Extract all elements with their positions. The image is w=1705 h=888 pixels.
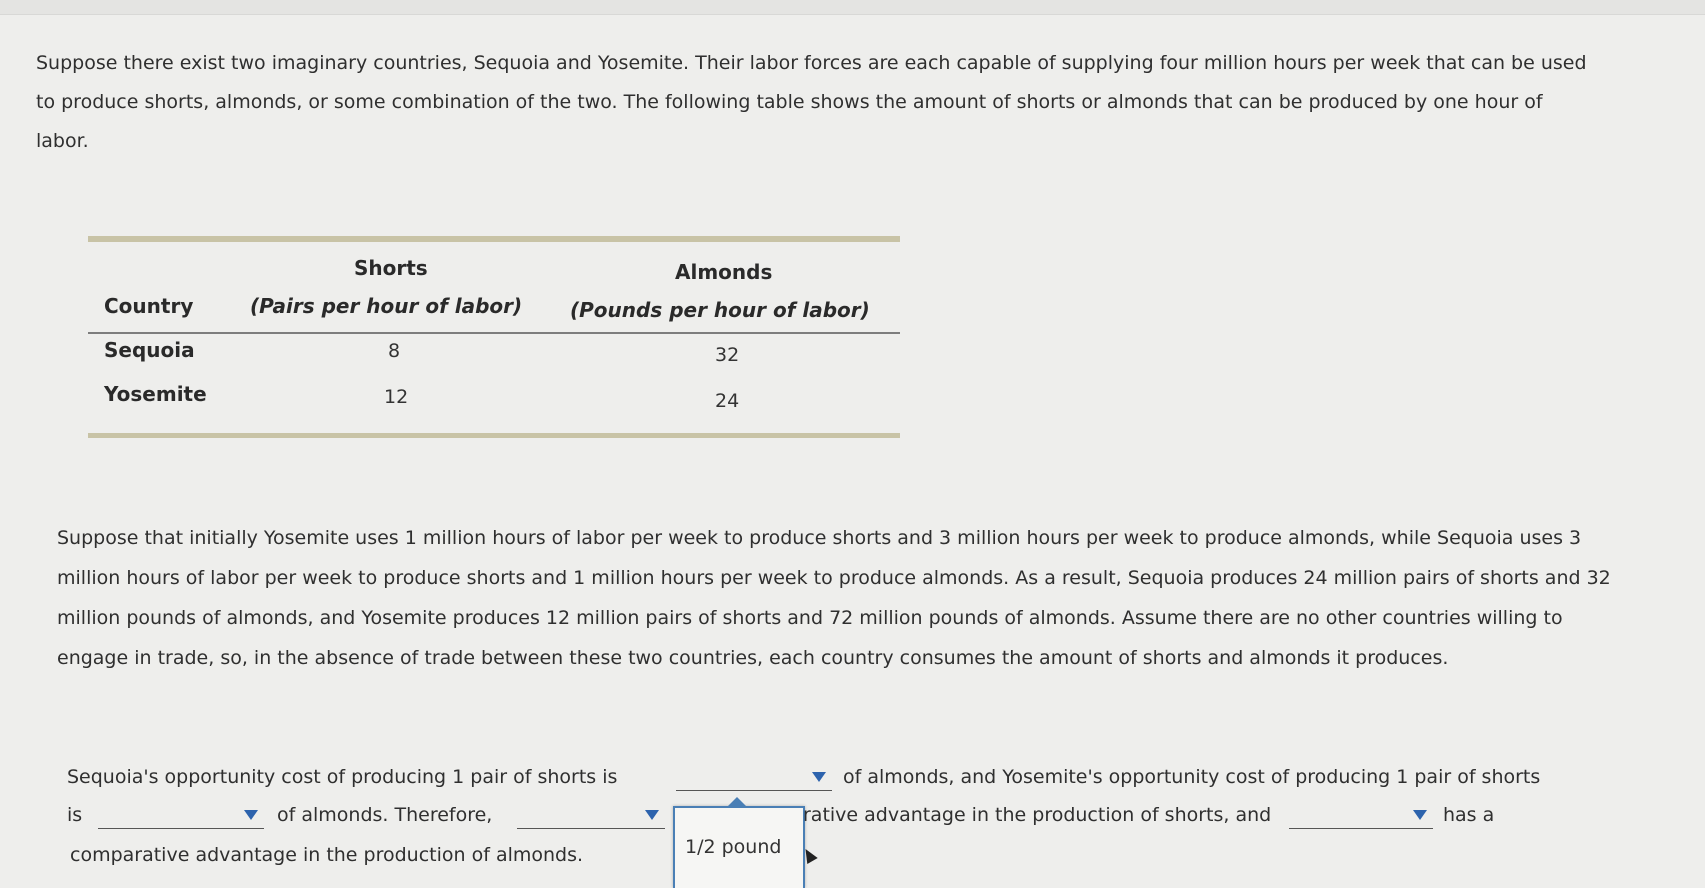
chevron-down-icon: [244, 810, 258, 820]
popup-caret-icon: [727, 797, 747, 807]
question-text-1: Sequoia's opportunity cost of producing 1 pair of shorts is: [67, 766, 618, 788]
cell-sequoia-almonds: 32: [715, 344, 740, 366]
cell-yosemite-almonds: 24: [715, 390, 740, 412]
cell-yosemite-shorts: 12: [384, 386, 409, 408]
scenario-paragraph: Suppose that initially Yosemite uses 1 million hours of labor per week to produce shorts and 3 million hours per week to produce almonds, while Sequoia uses 3 million hours of labor per week to produce shorts and 1 million hours per week to produce almonds. As a result, Sequoia produces 24 million pairs of shorts and 32 million pounds of almonds, and Yosemite produces 12 million pairs of shorts and 72 million pounds of almonds. Assume there are no other countries willing to engage in trade, so, in the absence of trade between these two countries, each country consumes the amount of shorts and almonds it produces.: [57, 527, 1611, 669]
row-label-sequoia: Sequoia: [104, 338, 195, 362]
dropdown-almonds-advantage-country[interactable]: [1289, 802, 1433, 829]
dropdown-sequoia-opportunity-cost[interactable]: [676, 764, 832, 791]
header-almonds: Almonds: [675, 260, 773, 284]
intro-paragraph: Suppose there exist two imaginary countries, Sequoia and Yosemite. Their labor forces are each capable of supplying four million hours per week that can be used to produce shorts, almonds, or some combination of the two. The following table shows the amount of shorts or almonds that can be produced by one hour of labor.: [36, 52, 1587, 152]
chevron-down-icon: [1413, 810, 1427, 820]
question-text-2: of almonds, and Yosemite's opportunity cost of producing 1 pair of shorts: [843, 766, 1541, 788]
dropdown-shorts-advantage-country[interactable]: [517, 802, 665, 829]
table-bottom-rule: [88, 433, 900, 438]
question-text-3: is: [67, 804, 83, 826]
question-text-6: has a: [1443, 804, 1495, 826]
dropdown-option[interactable]: 1/2 pound: [685, 836, 782, 858]
cell-sequoia-shorts: 8: [388, 340, 401, 362]
dropdown-options-popup[interactable]: [673, 806, 805, 888]
header-shorts: Shorts: [354, 256, 428, 280]
table-top-rule: [88, 236, 900, 242]
row-label-yosemite: Yosemite: [104, 382, 207, 406]
header-country: Country: [104, 294, 194, 318]
question-text-4: of almonds. Therefore,: [277, 804, 493, 826]
chevron-down-icon: [812, 772, 826, 782]
header-shorts-unit: (Pairs per hour of labor): [250, 294, 523, 318]
question-text-5: rative advantage in the production of shorts, and: [803, 804, 1272, 826]
chevron-down-icon: [645, 810, 659, 820]
question-text-7: comparative advantage in the production of almonds.: [70, 844, 584, 866]
top-strip: [0, 0, 1705, 15]
header-divider: [88, 332, 900, 334]
header-almonds-unit: (Pounds per hour of labor): [570, 298, 870, 322]
dropdown-yosemite-opportunity-cost[interactable]: [98, 802, 264, 829]
